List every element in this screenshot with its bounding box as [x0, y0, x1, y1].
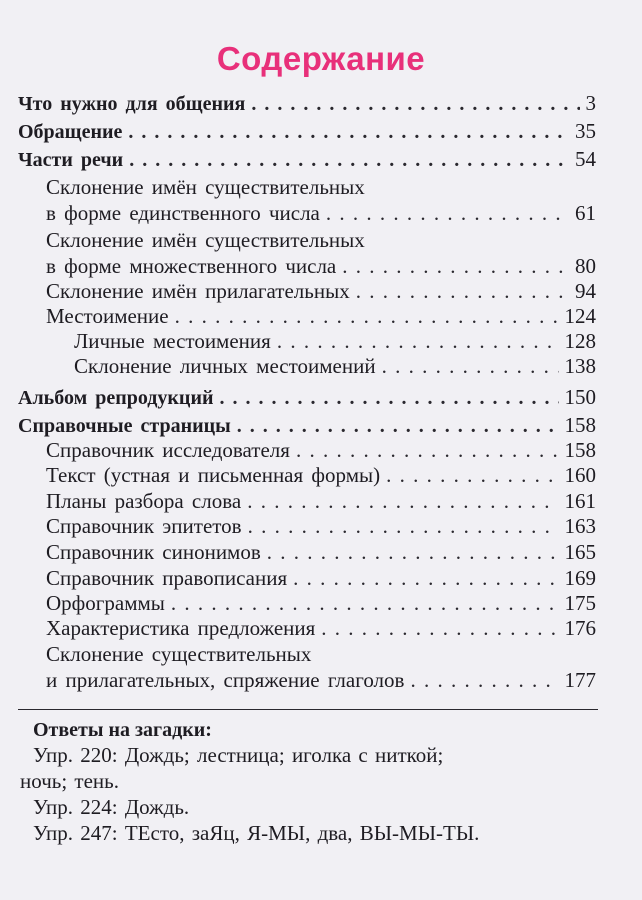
toc-entry[interactable] [46, 302, 596, 330]
answer-line: Упр. 247: ТЕсто, заЯц, Я-МЫ, два, ВЫ-МЫ-ТЫ. [33, 821, 480, 845]
answer-line: ночь; тень. [20, 769, 119, 793]
section-divider [18, 709, 598, 710]
toc-leader-dots [356, 277, 569, 305]
toc-entry[interactable] [18, 117, 596, 145]
toc-entry[interactable] [18, 383, 596, 411]
toc-entry-label: Текст (устная и письменная формы) [46, 463, 381, 487]
toc-entry[interactable] [46, 538, 596, 566]
toc-entry-label: Планы разбора слова [46, 489, 242, 513]
toc-entry-first-line: Склонение имён существительных [46, 175, 365, 199]
toc-leader-dots [277, 327, 559, 355]
toc-entry[interactable] [46, 199, 596, 227]
toc-entry-first-line: Склонение существительных [46, 642, 312, 666]
toc-entry[interactable] [46, 252, 596, 280]
toc-entry-page: 54 [575, 147, 596, 171]
toc-entry-label: в форме единственного числа [46, 201, 320, 225]
toc-entry-label: Справочные страницы [18, 415, 231, 437]
toc-entry-page: 80 [575, 254, 596, 278]
toc-entry-label: Справочник правописания [46, 566, 288, 590]
toc-entry-page: 175 [564, 591, 596, 615]
toc-entry-page: 158 [564, 438, 596, 462]
toc-entry-label: Орфограммы [46, 591, 165, 615]
toc-entry-label: Справочник эпитетов [46, 514, 242, 538]
toc-entry[interactable] [46, 277, 596, 305]
toc-leader-dots [171, 589, 559, 617]
toc-entry-page: 177 [564, 668, 596, 692]
toc-entry[interactable] [74, 352, 596, 380]
toc-entry-page: 169 [564, 566, 596, 590]
toc-entry[interactable] [46, 614, 596, 642]
toc-entry[interactable] [46, 666, 596, 694]
toc-entry-label: Склонение личных местоимений [74, 354, 376, 378]
toc-leader-dots [293, 564, 558, 592]
toc-entry[interactable] [18, 89, 596, 117]
toc-leader-dots [326, 199, 569, 227]
toc-entry-page: 150 [564, 385, 596, 409]
toc-entry-page: 161 [564, 489, 596, 513]
answer-line: Упр. 220: Дождь; лестница; иголка с ниткой; [33, 743, 444, 767]
toc-leader-dots [386, 461, 558, 489]
toc-entry-page: 3 [585, 91, 596, 115]
toc-leader-dots [128, 118, 569, 146]
toc-entry-label: Альбом репродукций [18, 387, 214, 409]
toc-leader-dots [342, 252, 569, 280]
toc-entry-page: 94 [575, 279, 596, 303]
toc-leader-dots [382, 352, 559, 380]
toc-entry-page: 176 [564, 616, 596, 640]
answers-heading: Ответы на загадки: [33, 719, 212, 741]
toc-entry[interactable] [46, 589, 596, 617]
toc-entry-label: Что нужно для общения [18, 93, 246, 115]
toc-leader-dots [247, 487, 558, 515]
toc-entry-label: Справочник исследователя [46, 438, 290, 462]
toc-entry-label: в форме множественного числа [46, 254, 337, 278]
toc-entry-label: Характеристика предложения [46, 616, 316, 640]
toc-entry[interactable] [18, 411, 596, 439]
toc-entry-page: 158 [564, 413, 596, 437]
toc-entry-label: Склонение имён прилагательных [46, 279, 350, 303]
toc-entry-label: Местоимение [46, 304, 169, 328]
toc-entry[interactable] [18, 145, 596, 173]
toc-entry[interactable] [46, 564, 596, 592]
toc-leader-dots [410, 666, 558, 694]
toc-entry-page: 138 [564, 354, 596, 378]
toc-entry-label: Личные местоимения [74, 329, 271, 353]
toc-entry[interactable] [46, 461, 596, 489]
toc-leader-dots [321, 614, 558, 642]
toc-entry-label: Обращение [18, 121, 123, 143]
toc-leader-dots [248, 512, 559, 540]
toc-entry-page: 165 [564, 540, 596, 564]
toc-entry-label: Справочник синонимов [46, 540, 261, 564]
toc-leader-dots [296, 436, 559, 464]
toc-leader-dots [129, 146, 569, 174]
page-title: Содержание [216, 40, 426, 77]
toc-entry[interactable] [46, 487, 596, 515]
toc-entry[interactable] [46, 436, 596, 464]
toc-leader-dots [220, 384, 559, 412]
toc-entry-page: 128 [564, 329, 596, 353]
toc-entry-label: и прилагательных, спряжение глаголов [46, 668, 405, 692]
toc-entry-first-line: Склонение имён существительных [46, 228, 365, 252]
toc-entry-page: 163 [564, 514, 596, 538]
answer-line: Упр. 224: Дождь. [33, 795, 190, 819]
toc-leader-dots [267, 538, 559, 566]
toc-entry-page: 35 [575, 119, 596, 143]
toc-entry[interactable] [46, 512, 596, 540]
toc-leader-dots [175, 302, 559, 330]
toc-entry-page: 124 [564, 304, 596, 328]
toc-entry-label: Части речи [18, 149, 124, 171]
toc-entry[interactable] [74, 327, 596, 355]
toc-entry-page: 61 [575, 201, 596, 225]
toc-entry-page: 160 [564, 463, 596, 487]
toc-leader-dots [251, 90, 579, 118]
